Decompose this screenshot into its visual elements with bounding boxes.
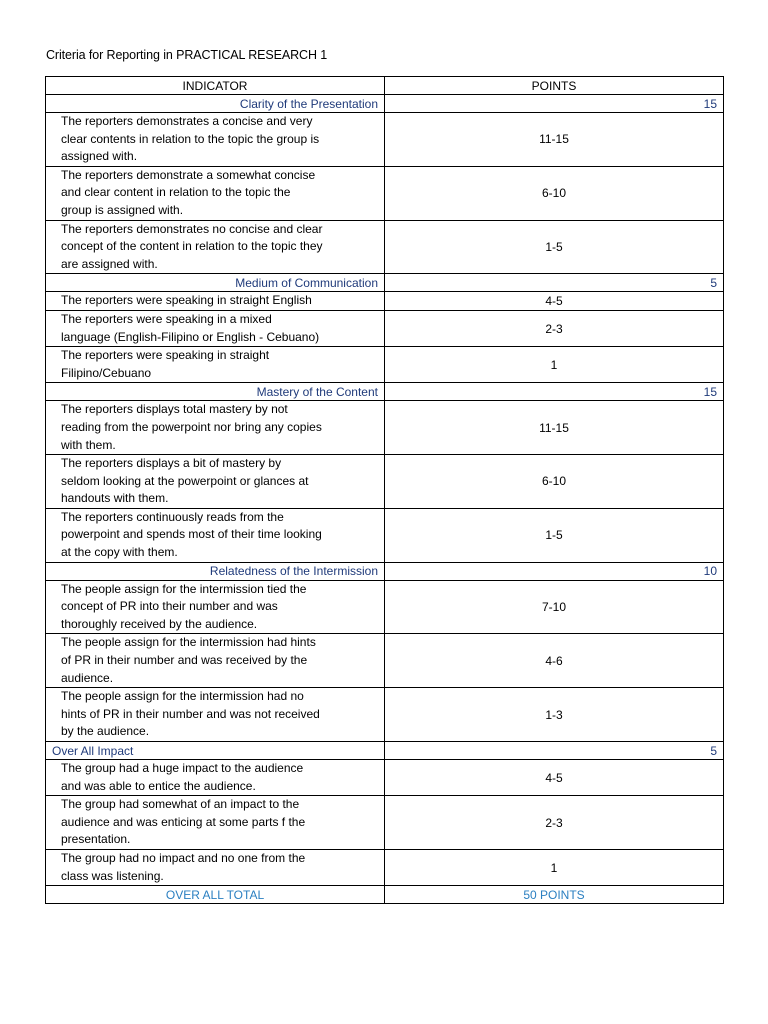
category-max-points: 5 <box>385 742 724 760</box>
criterion-row <box>46 508 724 562</box>
category-row <box>46 562 724 580</box>
criterion-row <box>46 166 724 220</box>
criterion-text: The reporters were speaking in straight Filipino/Cebuano <box>61 348 270 380</box>
criterion-row <box>46 292 724 311</box>
indicator-header: INDICATOR <box>46 77 385 95</box>
criterion-description <box>46 310 385 346</box>
criterion-points-range: 1-5 <box>385 220 724 274</box>
category-name: Over All Impact <box>46 742 385 760</box>
criterion-points-range: 7-10 <box>385 580 724 634</box>
category-name: Medium of Communication <box>46 274 385 292</box>
criterion-row <box>46 760 724 796</box>
criterion-description <box>46 113 385 167</box>
category-max-points: 5 <box>385 274 724 292</box>
criterion-text: The reporters displays a bit of mastery by seldom looking at the powerpoint or glances at handouts with them. <box>61 456 309 506</box>
category-max-points: 15 <box>385 383 724 401</box>
criterion-row <box>46 113 724 167</box>
criterion-points-range: 1-5 <box>385 508 724 562</box>
criterion-text: The reporters demonstrates no concise and clear concept of the content in relation to the topic they are assigned with. <box>61 221 323 271</box>
criterion-description <box>46 347 385 383</box>
criterion-text: The reporters were speaking in a mixed language (English-Filipino or English - Cebuano) <box>61 311 320 344</box>
criterion-points-range: 6-10 <box>385 455 724 509</box>
criterion-text: The group had somewhat of an impact to the audience and was enticing at some parts f the presentation. <box>61 797 306 847</box>
criterion-points-range: 6-10 <box>385 166 724 220</box>
criteria-table <box>45 76 724 904</box>
criterion-points-range: 2-3 <box>385 310 724 346</box>
criterion-row <box>46 455 724 509</box>
criterion-description <box>46 166 385 220</box>
category-name: Mastery of the Content <box>46 383 385 401</box>
criterion-points-range: 1 <box>385 347 724 383</box>
criterion-points-range: 4-5 <box>385 760 724 796</box>
criteria-table-body <box>46 77 724 904</box>
criterion-text: The reporters displays total mastery by not reading from the powerpoint nor bring any copies with them. <box>61 402 322 452</box>
category-name: Clarity of the Presentation <box>46 95 385 113</box>
category-row <box>46 274 724 292</box>
criterion-text: The reporters were speaking in straight English <box>61 293 312 308</box>
criterion-text: The reporters demonstrate a somewhat concise and clear content in relation to the topic the group is assigned with. <box>61 167 316 217</box>
criterion-row <box>46 634 724 688</box>
criterion-description <box>46 796 385 850</box>
category-row <box>46 742 724 760</box>
category-name: Relatedness of the Intermission <box>46 562 385 580</box>
document-title: Criteria for Reporting in PRACTICAL RESEARCH 1 <box>46 48 328 62</box>
criterion-description <box>46 508 385 562</box>
criterion-points-range: 11-15 <box>385 401 724 455</box>
criterion-row <box>46 310 724 346</box>
criterion-row <box>46 401 724 455</box>
criterion-description <box>46 292 385 311</box>
criterion-row <box>46 220 724 274</box>
points-header: POINTS <box>385 77 724 95</box>
criterion-description <box>46 760 385 796</box>
criterion-row <box>46 580 724 634</box>
criterion-points-range: 4-6 <box>385 634 724 688</box>
criterion-text: The group had no impact and no one from the class was listening. <box>61 850 306 883</box>
criterion-description <box>46 688 385 742</box>
criterion-points-range: 1 <box>385 849 724 885</box>
criterion-points-range: 11-15 <box>385 113 724 167</box>
category-max-points: 15 <box>385 95 724 113</box>
criterion-row <box>46 796 724 850</box>
criterion-description <box>46 401 385 455</box>
category-max-points: 10 <box>385 562 724 580</box>
criterion-description <box>46 220 385 274</box>
header-row <box>46 77 724 95</box>
total-label: OVER ALL TOTAL <box>46 886 385 904</box>
criterion-description <box>46 849 385 885</box>
criterion-text: The reporters continuously reads from the powerpoint and spends most of their time looking at the copy with them. <box>61 509 322 560</box>
criterion-points-range: 4-5 <box>385 292 724 311</box>
criterion-points-range: 2-3 <box>385 796 724 850</box>
category-row <box>46 383 724 401</box>
criterion-text: The group had a huge impact to the audience and was able to entice the audience. <box>61 761 304 793</box>
criterion-row <box>46 347 724 383</box>
criterion-row <box>46 849 724 885</box>
criterion-description <box>46 634 385 688</box>
criterion-description <box>46 455 385 509</box>
total-row <box>46 886 724 904</box>
criterion-text: The people assign for the intermission tied the concept of PR into their number and was thoroughly received by the audience. <box>61 581 307 631</box>
criterion-text: The people assign for the intermission had no hints of PR in their number and was not received by the audience. <box>61 689 320 739</box>
criterion-text: The people assign for the intermission had hints of PR in their number and was received by the audience. <box>61 635 316 685</box>
criterion-row <box>46 688 724 742</box>
criterion-points-range: 1-3 <box>385 688 724 742</box>
total-value: 50 POINTS <box>385 886 724 904</box>
criterion-text: The reporters demonstrates a concise and very clear contents in relation to the topic the group is assigned with. <box>61 114 320 164</box>
criterion-description <box>46 580 385 634</box>
category-row <box>46 95 724 113</box>
